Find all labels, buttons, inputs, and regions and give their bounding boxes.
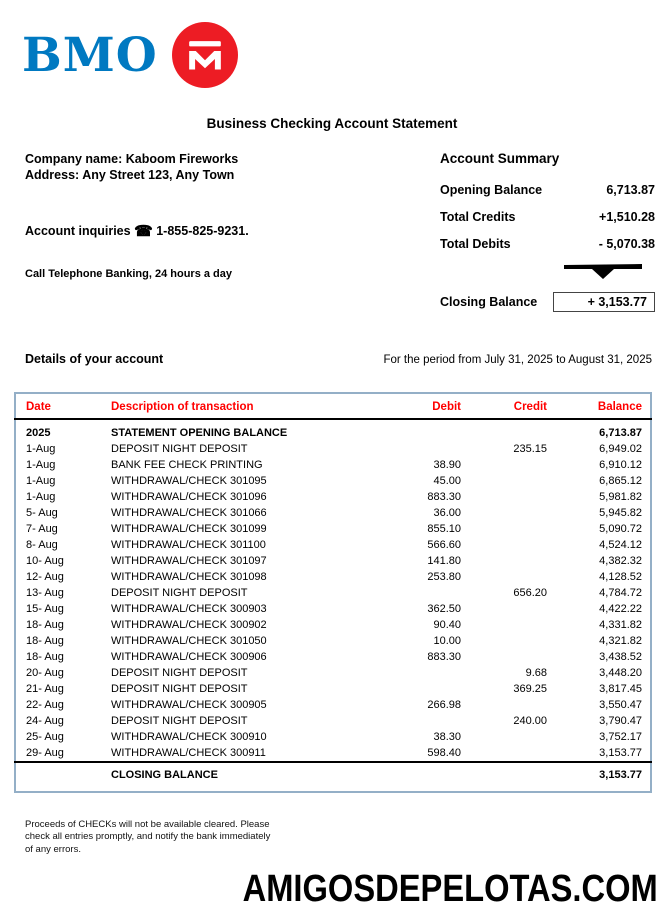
txn-credit [461, 489, 547, 505]
txn-balance: 6,949.02 [599, 443, 642, 455]
statement-period: For the period from July 31, 2025 to August 31, 2025 [383, 354, 652, 366]
total-credits-row [440, 210, 655, 224]
transaction-row [15, 489, 651, 505]
txn-balance: 3,438.52 [599, 651, 642, 663]
transaction-row [15, 457, 651, 473]
account-inquiries [25, 222, 365, 240]
txn-debit: 90.40 [433, 619, 461, 631]
txn-date: 13- Aug [26, 587, 64, 599]
txn-date: 1-Aug [26, 459, 56, 471]
txn-description: BANK FEE CHECK PRINTING [111, 459, 263, 471]
txn-description: WITHDRAWAL/CHECK 301098 [111, 571, 267, 583]
txn-description: DEPOSIT NIGHT DEPOSIT [111, 667, 248, 679]
transactions-table [14, 392, 652, 793]
txn-description: DEPOSIT NIGHT DEPOSIT [111, 587, 248, 599]
txn-credit: 369.25 [513, 683, 547, 695]
txn-date: 12- Aug [26, 571, 64, 583]
closing-balance-value: + 3,153.77 [553, 292, 655, 312]
txn-balance: 3,550.47 [599, 699, 642, 711]
txn-credit [461, 697, 547, 713]
txn-balance: 4,422.22 [599, 603, 642, 615]
txn-credit [461, 649, 547, 665]
txn-balance: 3,790.47 [599, 715, 642, 727]
txn-date: 24- Aug [26, 715, 64, 727]
txn-balance: 5,945.82 [599, 507, 642, 519]
txn-description: DEPOSIT NIGHT DEPOSIT [111, 443, 248, 455]
txn-balance: 3,153.77 [599, 747, 642, 759]
txn-credit [461, 601, 547, 617]
transaction-row [15, 505, 651, 521]
txn-date [15, 762, 111, 792]
txn-credit [461, 762, 547, 792]
txn-date: 7- Aug [26, 523, 58, 535]
txn-credit: 240.00 [513, 715, 547, 727]
txn-date: 1-Aug [26, 491, 56, 503]
txn-credit [461, 505, 547, 521]
txn-balance: 5,981.82 [599, 491, 642, 503]
txn-debit: 141.80 [427, 555, 461, 567]
txn-description: DEPOSIT NIGHT DEPOSIT [111, 715, 248, 727]
txn-credit: 656.20 [513, 587, 547, 599]
txn-balance: 4,128.52 [599, 571, 642, 583]
transaction-row [15, 762, 651, 792]
txn-balance: 3,817.45 [599, 683, 642, 695]
txn-debit: 855.10 [427, 523, 461, 535]
telephone-banking-note: Call Telephone Banking, 24 hours a day [25, 267, 233, 280]
table-header-row [15, 393, 651, 419]
txn-description: WITHDRAWAL/CHECK 301096 [111, 491, 267, 503]
txn-description: WITHDRAWAL/CHECK 301097 [111, 555, 267, 567]
txn-date: 15- Aug [26, 603, 64, 615]
txn-balance: 4,331.82 [599, 619, 642, 631]
column-header-balance: Balance [547, 393, 651, 419]
txn-description: WITHDRAWAL/CHECK 300911 [111, 747, 266, 759]
txn-date: 1-Aug [26, 443, 56, 455]
txn-description: WITHDRAWAL/CHECK 301100 [111, 539, 266, 551]
total-debits-value: - 5,070.38 [598, 237, 655, 251]
txn-date: 18- Aug [26, 619, 64, 631]
column-header-credit: Credit [461, 393, 547, 419]
closing-balance-row [440, 292, 655, 312]
txn-date: 1-Aug [26, 475, 56, 487]
txn-balance: 3,448.20 [599, 667, 642, 679]
txn-debit: 38.30 [433, 731, 461, 743]
txn-description: DEPOSIT NIGHT DEPOSIT [111, 683, 248, 695]
txn-balance: 3,752.17 [599, 731, 642, 743]
txn-debit [331, 681, 461, 697]
txn-description: WITHDRAWAL/CHECK 300902 [111, 619, 267, 631]
txn-date: 8- Aug [26, 539, 58, 551]
txn-description: WITHDRAWAL/CHECK 301095 [111, 475, 267, 487]
txn-credit [461, 521, 547, 537]
account-inquiries-label: Account inquiries [25, 223, 131, 238]
phone-icon: ☎ [134, 222, 153, 240]
txn-debit [331, 665, 461, 681]
watermark-row [0, 868, 664, 911]
column-header-date: Date [15, 393, 111, 419]
transaction-row [15, 601, 651, 617]
txn-description: WITHDRAWAL/CHECK 301050 [111, 635, 267, 647]
txn-debit [331, 713, 461, 729]
txn-debit: 883.30 [427, 651, 461, 663]
opening-balance-label: Opening Balance [440, 183, 543, 197]
transaction-row [15, 617, 651, 633]
txn-date: 20- Aug [26, 667, 64, 679]
txn-balance: 5,090.72 [599, 523, 642, 535]
txn-date: 18- Aug [26, 635, 64, 647]
txn-balance: 4,524.12 [599, 539, 642, 551]
transaction-row [15, 419, 651, 441]
txn-description: WITHDRAWAL/CHECK 300910 [111, 731, 267, 743]
txn-date: 22- Aug [26, 699, 64, 711]
opening-balance-value: 6,713.87 [606, 183, 655, 197]
details-heading: Details of your account [25, 352, 164, 366]
opening-balance-row [440, 183, 655, 197]
total-debits-label: Total Debits [440, 237, 511, 251]
column-header-description: Description of transaction [111, 393, 331, 419]
transaction-row [15, 649, 651, 665]
txn-credit [461, 537, 547, 553]
txn-credit [461, 473, 547, 489]
txn-credit: 9.68 [525, 667, 547, 679]
txn-credit [461, 569, 547, 585]
total-credits-value: +1,510.28 [599, 210, 655, 224]
txn-balance: 3,153.77 [547, 762, 651, 792]
transaction-row [15, 537, 651, 553]
bmo-logo [0, 0, 664, 88]
company-name: Company name: Kaboom Fireworks [25, 152, 239, 166]
txn-credit [461, 729, 547, 745]
txn-balance: 4,321.82 [599, 635, 642, 647]
details-header [0, 352, 664, 366]
txn-description: STATEMENT OPENING BALANCE [111, 427, 288, 439]
transaction-row [15, 713, 651, 729]
txn-date: 18- Aug [26, 651, 64, 663]
transaction-row [15, 633, 651, 649]
bmo-wordmark: BMO [22, 27, 158, 83]
txn-date: 21- Aug [26, 683, 64, 695]
txn-debit: 266.98 [427, 699, 461, 711]
txn-balance: 4,784.72 [599, 587, 642, 599]
transaction-row [15, 441, 651, 457]
watermark-text: AMIGOSDEPELOTAS.COM [242, 868, 658, 911]
transaction-row [15, 729, 651, 745]
down-arrow-icon [440, 264, 655, 285]
txn-description: CLOSING BALANCE [111, 762, 331, 792]
transaction-row [15, 697, 651, 713]
txn-debit [331, 441, 461, 457]
txn-date: 10- Aug [26, 555, 64, 567]
txn-balance: 6,910.12 [599, 459, 642, 471]
account-summary [440, 151, 655, 312]
txn-debit: 883.30 [427, 491, 461, 503]
column-header-debit: Debit [331, 393, 461, 419]
txn-debit [331, 762, 461, 792]
txn-debit: 10.00 [433, 635, 461, 647]
transaction-row [15, 553, 651, 569]
txn-debit: 38.90 [433, 459, 461, 471]
txn-credit [461, 553, 547, 569]
total-debits-row [440, 237, 655, 251]
txn-balance: 4,382.32 [599, 555, 642, 567]
bmo-roundel-icon [172, 22, 238, 88]
transaction-row [15, 681, 651, 697]
txn-debit: 45.00 [433, 475, 461, 487]
company-address: Address: Any Street 123, Any Town [25, 168, 235, 183]
txn-debit [331, 585, 461, 601]
transaction-row [15, 665, 651, 681]
txn-description: WITHDRAWAL/CHECK 301099 [111, 523, 267, 535]
disclaimer-text: Proceeds of CHECKs will not be available cleared. Please check all entries promptly, and notify the bank immediately of any errors. [25, 819, 271, 855]
txn-credit [461, 633, 547, 649]
txn-description: WITHDRAWAL/CHECK 301066 [111, 507, 267, 519]
txn-debit: 566.60 [427, 539, 461, 551]
total-credits-label: Total Credits [440, 210, 516, 224]
txn-credit [461, 419, 547, 441]
txn-date: 5- Aug [26, 507, 58, 519]
txn-credit: 235.15 [513, 443, 547, 455]
transaction-row [15, 473, 651, 489]
statement-title: Business Checking Account Statement [206, 116, 458, 131]
transaction-row [15, 569, 651, 585]
txn-credit [461, 617, 547, 633]
txn-description: WITHDRAWAL/CHECK 300905 [111, 699, 267, 711]
transaction-row [15, 745, 651, 762]
txn-description: WITHDRAWAL/CHECK 300906 [111, 651, 267, 663]
info-section [0, 131, 664, 312]
txn-credit [461, 745, 547, 762]
transaction-row [15, 585, 651, 601]
txn-debit: 36.00 [433, 507, 461, 519]
txn-debit: 598.40 [427, 747, 461, 759]
transactions-body [15, 419, 651, 792]
transaction-row [15, 521, 651, 537]
account-summary-title: Account Summary [440, 151, 560, 166]
txn-debit: 253.80 [427, 571, 461, 583]
account-inquiries-phone: 1-855-825-9231. [156, 223, 249, 238]
txn-credit [461, 457, 547, 473]
customer-info [25, 151, 365, 312]
txn-balance: 6,865.12 [599, 475, 642, 487]
txn-date: 29- Aug [26, 747, 64, 759]
txn-date: 2025 [26, 427, 51, 439]
txn-balance: 6,713.87 [599, 427, 642, 439]
txn-date: 25- Aug [26, 731, 64, 743]
closing-balance-label: Closing Balance [440, 295, 538, 309]
txn-debit: 362.50 [427, 603, 461, 615]
txn-debit [331, 419, 461, 441]
txn-description: WITHDRAWAL/CHECK 300903 [111, 603, 267, 615]
